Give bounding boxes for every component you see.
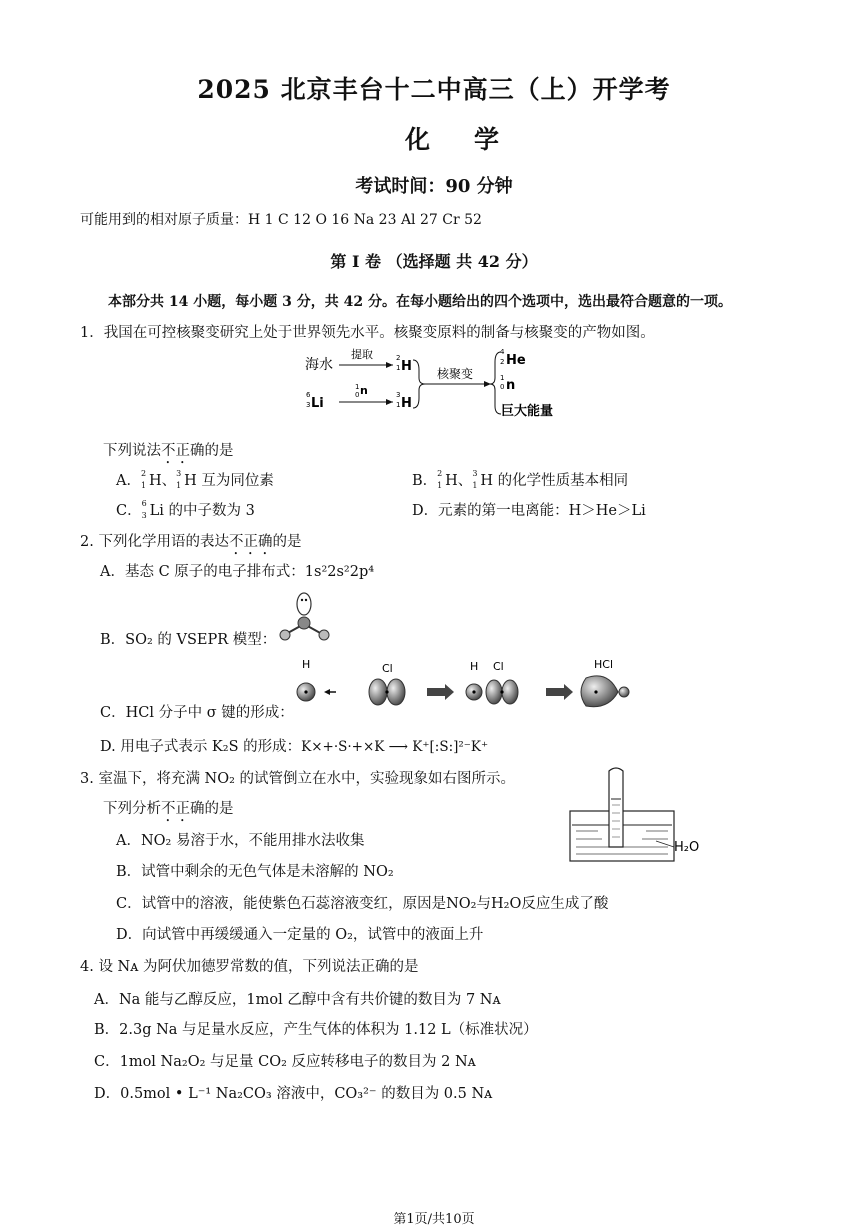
q1-option-a: A． 2 1 H、 3 1 H 互为同位素	[116, 469, 274, 490]
svg-text:3: 3	[306, 401, 311, 409]
diagram-h2: H	[401, 359, 412, 374]
diagram-h3: H	[401, 396, 412, 411]
svg-text:2: 2	[500, 358, 505, 366]
q2-stem: 2. 下列化学用语的表达不正确的是	[80, 534, 302, 550]
arrow-1	[427, 684, 454, 700]
arrowhead-fusion	[484, 381, 491, 387]
subject-title: 化学	[404, 125, 543, 154]
svg-text:1: 1	[500, 374, 505, 382]
svg-text:Cl: Cl	[382, 662, 393, 675]
svg-text:1: 1	[396, 401, 401, 409]
hcl-sigma-bond-diagram	[290, 660, 650, 712]
arrow-2	[546, 684, 573, 700]
q1-fusion-diagram	[295, 346, 575, 426]
q2-option-c: C．HCl 分子中 σ 键的形成：	[100, 705, 294, 721]
cl-p-lobe-left	[369, 679, 387, 705]
diagram-extract-label: 提取	[351, 348, 373, 361]
q1-option-b: B． 2 1 H、 3 1 H 的化学性质基本相同	[412, 469, 629, 490]
q4-option-c: C．1mol Na₂O₂ 与足量 CO₂ 反应转移电子的数目为 2 Nᴀ	[94, 1054, 476, 1070]
hcl-merged-orbital	[581, 676, 618, 707]
test-tube	[609, 768, 623, 847]
so2-vsepr-model	[276, 590, 336, 644]
q4-option-a: A．Na 能与乙醇反应，1mol 乙醇中含有共价键的数目为 7 Nᴀ	[94, 992, 501, 1008]
q2-option-a: A．基态 C 原子的电子排布式：1s²2s²2p⁴	[100, 564, 375, 580]
svg-text:4: 4	[500, 348, 505, 356]
cl-p-lobe-right	[387, 679, 405, 705]
page-title: 2025 北京丰台十二中高三（上）开学考	[197, 75, 671, 104]
exam-time: 考试时间：90 分钟	[355, 176, 513, 197]
q1-ask: 下列说法不正确的是	[103, 443, 234, 459]
atomic-mass-line: 可能用到的相对原子质量：H 1 C 12 O 16 Na 23 Al 27 Cr 52	[80, 212, 482, 228]
diagram-he: He	[506, 353, 526, 368]
diagram-fusion-label: 核聚变	[437, 367, 474, 381]
q3-option-c: C．试管中的溶液，能使紫色石蕊溶液变红，原因是NO₂与H₂O反应生成了酸	[116, 896, 609, 912]
svg-text:H: H	[302, 660, 311, 671]
brace-left	[413, 360, 425, 408]
q3-stem: 3. 室温下，将充满 NO₂ 的试管倒立在水中，实验现象如右图所示。	[80, 771, 516, 787]
svg-text:6: 6	[306, 391, 311, 399]
inverted-tube-apparatus	[566, 767, 716, 867]
page-number: 第1页/共10页	[393, 1212, 475, 1227]
section-title: 第 I 卷 （选择题 共 42 分）	[330, 252, 538, 271]
svg-text:1: 1	[355, 383, 360, 391]
q3-ask: 下列分析不正确的是	[103, 801, 234, 817]
q4-option-b: B．2.3g Na 与足量水反应，产生气体的体积为 1.12 L（标准状况）	[94, 1022, 538, 1038]
s-atom	[298, 617, 310, 629]
water-label: H₂O	[674, 840, 700, 855]
svg-text:0: 0	[355, 391, 360, 399]
q3-option-b: B．试管中剩余的无色气体是未溶解的 NO₂	[116, 864, 394, 880]
o-atom-left	[280, 630, 290, 640]
q4-stem: 4. 设 Nᴀ 为阿伏加德罗常数的值，下列说法正确的是	[80, 959, 419, 975]
svg-text:3: 3	[396, 391, 401, 399]
svg-text:H: H	[470, 660, 479, 673]
svg-text:0: 0	[500, 383, 505, 391]
q1-option-c: C． 6 3 Li 的中子数为 3	[116, 499, 255, 520]
section-instruction: 本部分共 14 小题，每小题 3 分，共 42 分。在每小题给出的四个选项中，选出最符合题意的一项。	[108, 294, 732, 310]
o-atom-right	[319, 630, 329, 640]
q2-option-b: B．SO₂ 的 VSEPR 模型：	[100, 632, 277, 648]
diagram-li: Li	[311, 396, 324, 411]
q3-option-d: D．向试管中再缓缓通入一定量的 O₂，试管中的液面上升	[116, 927, 484, 943]
q1-stem: 1．我国在可控核聚变研究上处于世界领先水平。核聚变原料的制备与核聚变的产物如图。	[80, 325, 655, 341]
diagram-seawater: 海水	[305, 357, 333, 373]
lone-pair-lobe	[297, 593, 311, 615]
svg-text:HCl: HCl	[594, 660, 614, 671]
svg-text:1: 1	[396, 364, 401, 372]
diagram-energy: 巨大能量	[501, 404, 554, 419]
arrowhead-extract	[386, 362, 393, 368]
q4-option-d: D．0.5mol • L⁻¹ Na₂CO₃ 溶液中，CO₃²⁻ 的数目为 0.5 Nᴀ	[94, 1086, 493, 1102]
q3-option-a: A．NO₂ 易溶于水，不能用排水法收集	[116, 833, 365, 849]
svg-text:2: 2	[396, 354, 401, 362]
arrowhead-neutron	[386, 399, 393, 405]
diagram-neutron: n	[360, 384, 368, 397]
svg-text:Cl: Cl	[493, 660, 504, 673]
diagram-n-product: n	[506, 378, 516, 393]
q2-option-d: D. 用电子式表示 K₂S 的形成：K×+·S·+×K ⟶ K⁺[:S:]²⁻K⁺	[100, 739, 489, 755]
k2s-electron-formula: K×+·S·+×K ⟶ K⁺[:S:]²⁻K⁺	[301, 739, 489, 755]
q1-option-d: D．元素的第一电离能：H＞He＞Li	[412, 503, 646, 519]
